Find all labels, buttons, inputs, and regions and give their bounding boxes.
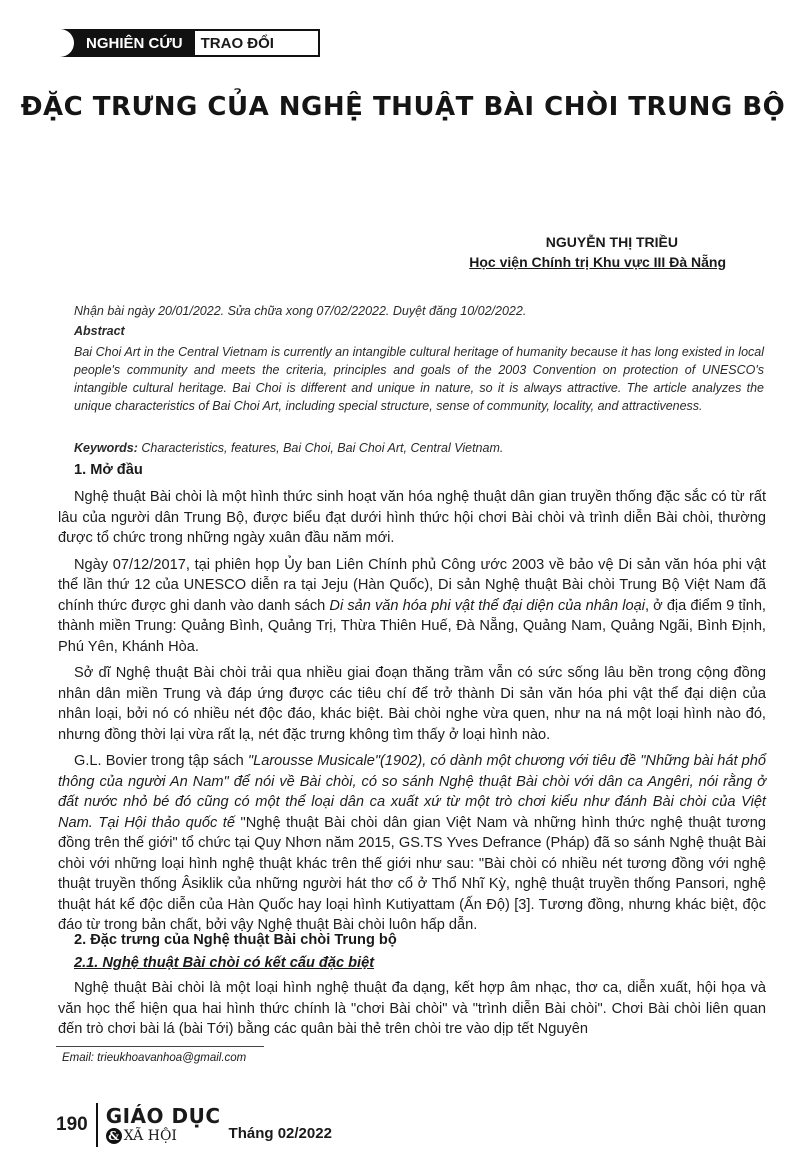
author-name: NGUYỄN THỊ TRIỀU <box>545 234 678 250</box>
keywords-text: Characteristics, features, Bai Choi, Bai Choi Art, Central Vietnam. <box>137 441 504 455</box>
magazine-name-top: GIÁO DỤC <box>105 1104 221 1128</box>
keywords-label: Keywords: <box>74 441 138 455</box>
received-dates: Nhận bài ngày 20/01/2022. Sửa chữa xong 07/02/22022. Duyệt đăng 10/02/2022. <box>74 304 527 318</box>
paragraph <box>58 555 766 658</box>
paragraph: Sở dĩ Nghệ thuật Bài chòi trải qua nhiều giai đoạn thăng trầm vẫn có sức sống lâu bền trong cộng đồng nhân dân miền Trung và đáp ứng được các tiêu chí để trở thành Di sản văn hóa phi vật thể đại diện của nhân loại, bởi nó có nhiều nét độc đáo, khác biệt. Bài chòi nghe vừa quen, như na ná một loại hình nào đó, nhưng đồng thời lại vừa rất lạ, nét đặc trưng không tìm thấy ở loại hình nào. <box>58 665 766 743</box>
page-number: 190 <box>56 1103 98 1147</box>
text-run: "Nghệ thuật Bài chòi dân gian Việt Nam và những hình thức nghệ thuật tương đồng trên thế giới" tổ chức tại Quy Nhơn năm 2015, GS.TS Yves Defrance (Pháp) đã so sánh Nghệ thuật Bài chòi với những loại hình nghệ thuật khác trên thế giới như sau: "Bài chòi có nhiều nét tương đồng với nghệ thuật truyền thống Âsiklik của những người hát thơ cổ ở Thổ Nhĩ Kỳ, nghệ thuật truyền thống Pansori, nghệ thuật hát kể độc diễn của Hàn Quốc hay loại hình Kutiyattam (Ấn Độ) [3]. Tương đồng, nhưng khác biệt, độc đáo từ trong bản chất, bởi vậy Nghệ thuật Bài chòi luôn hấp dẫn. <box>58 814 766 933</box>
paragraph <box>58 751 766 936</box>
author-affiliation: Học viện Chính trị Khu vực III Đà Nẵng <box>469 254 726 270</box>
abstract-label: Abstract <box>74 324 125 338</box>
ampersand-icon: & <box>106 1128 122 1144</box>
magazine-name-bottom <box>106 1128 221 1144</box>
section-2-body <box>58 978 766 1040</box>
text-run: G.L. Bovier trong tập sách <box>74 753 248 769</box>
keywords <box>74 441 764 455</box>
text-run: Ngày 07/12/2017, tại phiên họp Ủy ban Liên Chính phủ Công ước 2003 về bảo vệ Di sản văn hóa phi vật thể lần thứ 12 của UNESCO diễn ra tại Jeju (Hàn Quốc), Di sản Nghệ thuật Bài chòi Trung Bộ Việt Nam đã chính thức được ghi danh vào danh sách <box>58 556 766 614</box>
magazine-logo <box>106 1106 221 1144</box>
article-title: ĐẶC TRƯNG CỦA NGHỆ THUẬT BÀI CHÒI TRUNG BỘ <box>20 92 786 122</box>
page-footer <box>56 1100 332 1150</box>
paragraph: Nghệ thuật Bài chòi là một hình thức sinh hoạt văn hóa nghệ thuật dân gian truyền thống đặc sắc có từ rất lâu của người dân Trung Bộ, được biểu đạt dưới hình thức hội chơi Bài chòi và trình diễn Bài chòi, thường được tổ chức trong những ngày xuân đầu năm mới. <box>58 489 766 546</box>
paragraph: Nghệ thuật Bài chòi là một loại hình nghệ thuật đa dạng, kết hợp âm nhạc, thơ ca, diễn xuất, hội họa và văn học thể hiện qua hai hình thức chính là "chơi Bài chòi" và "trình diễn Bài chòi". Chơi Bài chòi liên quan đến trò chơi bài lá (bài Tới) bằng các quân bài thẻ trên chòi tre vào dịp tết Nguyên <box>58 980 766 1037</box>
section-1-heading: 1. Mở đầu <box>74 462 143 478</box>
footnote-divider <box>56 1046 264 1047</box>
subsection-label: TRAO ĐỔI <box>195 29 320 57</box>
section-label: NGHIÊN CỨU <box>56 29 195 57</box>
section-1-body <box>58 487 766 936</box>
section-header <box>56 29 320 57</box>
magazine-name-text: XÃ HỘI <box>123 1128 177 1144</box>
footnote-email: Email: trieukhoavanhoa@gmail.com <box>62 1052 247 1064</box>
section-2-1-heading: 2.1. Nghệ thuật Bài chòi có kết cấu đặc biệt <box>74 955 375 971</box>
issue-date: Tháng 02/2022 <box>228 1125 332 1142</box>
text-run-italic: "Larousse Musicale"(1902), có dành một chương với tiêu đề "Những bài hát phổ thông của người An Nam" để nói về Bài chòi, có so sánh Nghệ thuật Bài chòi với dân ca Angêri, nói rằng ở đất nước nhỏ bé đó cũng có một thể loại dân ca xuất xứ từ một trò chơi kiểu như đánh Bài chòi của Việt Nam. Tại Hội thảo quốc tế <box>58 753 766 831</box>
section-2-heading: 2. Đặc trưng của Nghệ thuật Bài chòi Trung bộ <box>74 932 397 948</box>
abstract-text: Bai Choi Art in the Central Vietnam is currently an intangible cultural heritage of humanity because it has long existed in local people's community and meets the criteria, principles and goals of the 2003 Convention on protection of UNESCO's intangible cultural heritage. Bai Choi is different and unique in nature, so it is always attractive. The article analyzes the unique characteristics of Bai Choi Art, including special structure, sense of community, locality, and attractiveness. <box>74 345 764 413</box>
text-run-italic: Di sản văn hóa phi vật thể đại diện của nhân loại <box>329 597 645 614</box>
text-run: , ở địa điểm 9 tỉnh, thành miền Trung: Quảng Bình, Quảng Trị, Thừa Thiên Huế, Đà Nẵng, Quảng Nam, Quảng Ngãi, Bình Định, Phú Yên, Khánh Hòa. <box>58 597 766 655</box>
